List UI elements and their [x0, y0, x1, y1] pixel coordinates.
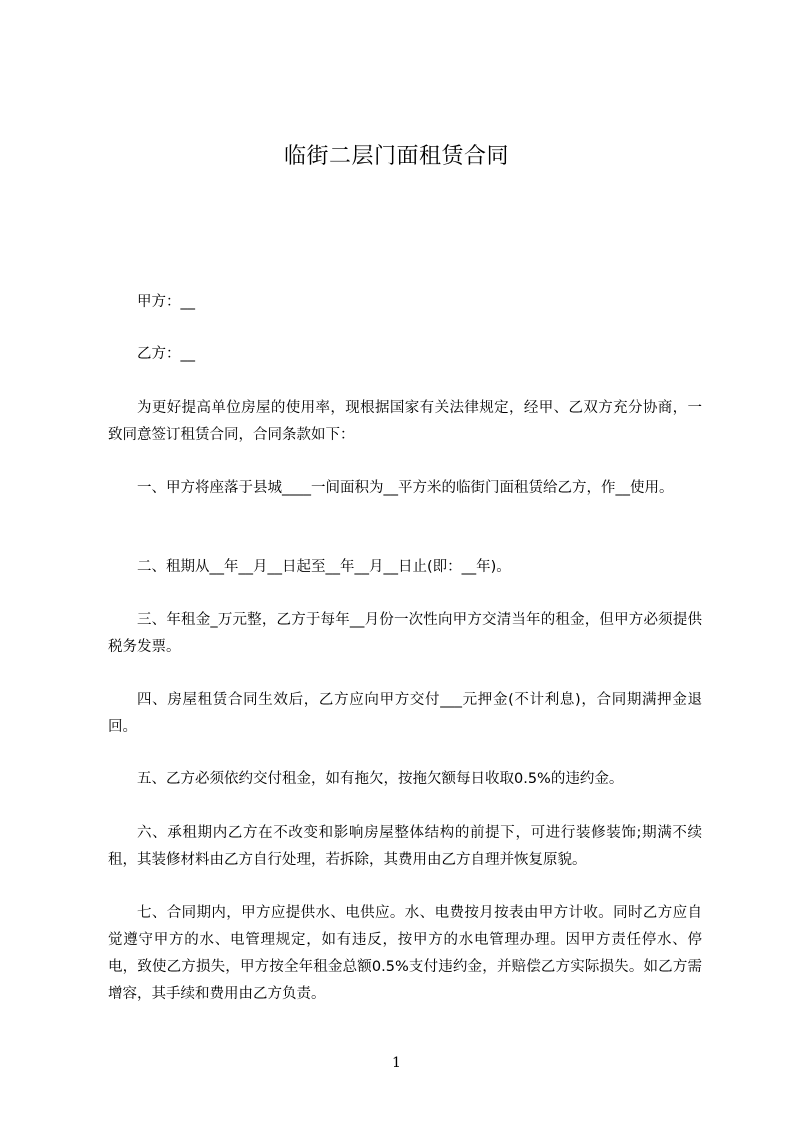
clause-2: 二、租期从__年__月__日起至__年__月__日止(即：__年)。 [137, 559, 511, 575]
clause-7: 七、合同期内，甲方应提供水、电供应。水、电费按月按表由甲方计收。同时乙方应自觉遵守甲方的水、电管理规定，如有违反，按甲方的水电管理办理。因甲方责任停水、停电，致使乙方损失，甲方按全年租金总额0.5%支付违约金，并赔偿乙方实际损失。如乙方需增容，其手续和费用由乙方负责。 [108, 905, 702, 1002]
clause-1: 一、甲方将座落于县城____一间面积为__平方米的临街门面租赁给乙方，作__使用。 [137, 480, 674, 496]
clause-5: 五、乙方必须依约交付租金，如有拖欠，按拖欠额每日收取0.5%的违约金。 [137, 771, 624, 787]
page-number: 1 [392, 1055, 401, 1071]
clause-4: 四、房屋租赁合同生效后，乙方应向甲方交付___元押金(不计利息)，合同期满押金退回。 [108, 692, 702, 735]
clause-3: 三、年租金_万元整，乙方于每年__月份一次性向甲方交清当年的租金，但甲方必须提供税务发票。 [108, 612, 702, 655]
party-b-line: 乙方：__ [137, 346, 195, 362]
document-title: 临街二层门面租赁合同 [283, 144, 509, 169]
intro-paragraph: 为更好提高单位房屋的使用率，现根据国家有关法律规定，经甲、乙双方充分协商，一致同意签订租赁合同，合同条款如下： [108, 400, 702, 443]
clause-6: 六、承租期内乙方在不改变和影响房屋整体结构的前提下，可进行装修装饰;期满不续租，其装修材料由乙方自行处理，若拆除，其费用由乙方自理并恢复原貌。 [108, 825, 702, 868]
party-a-line: 甲方：__ [137, 294, 195, 310]
